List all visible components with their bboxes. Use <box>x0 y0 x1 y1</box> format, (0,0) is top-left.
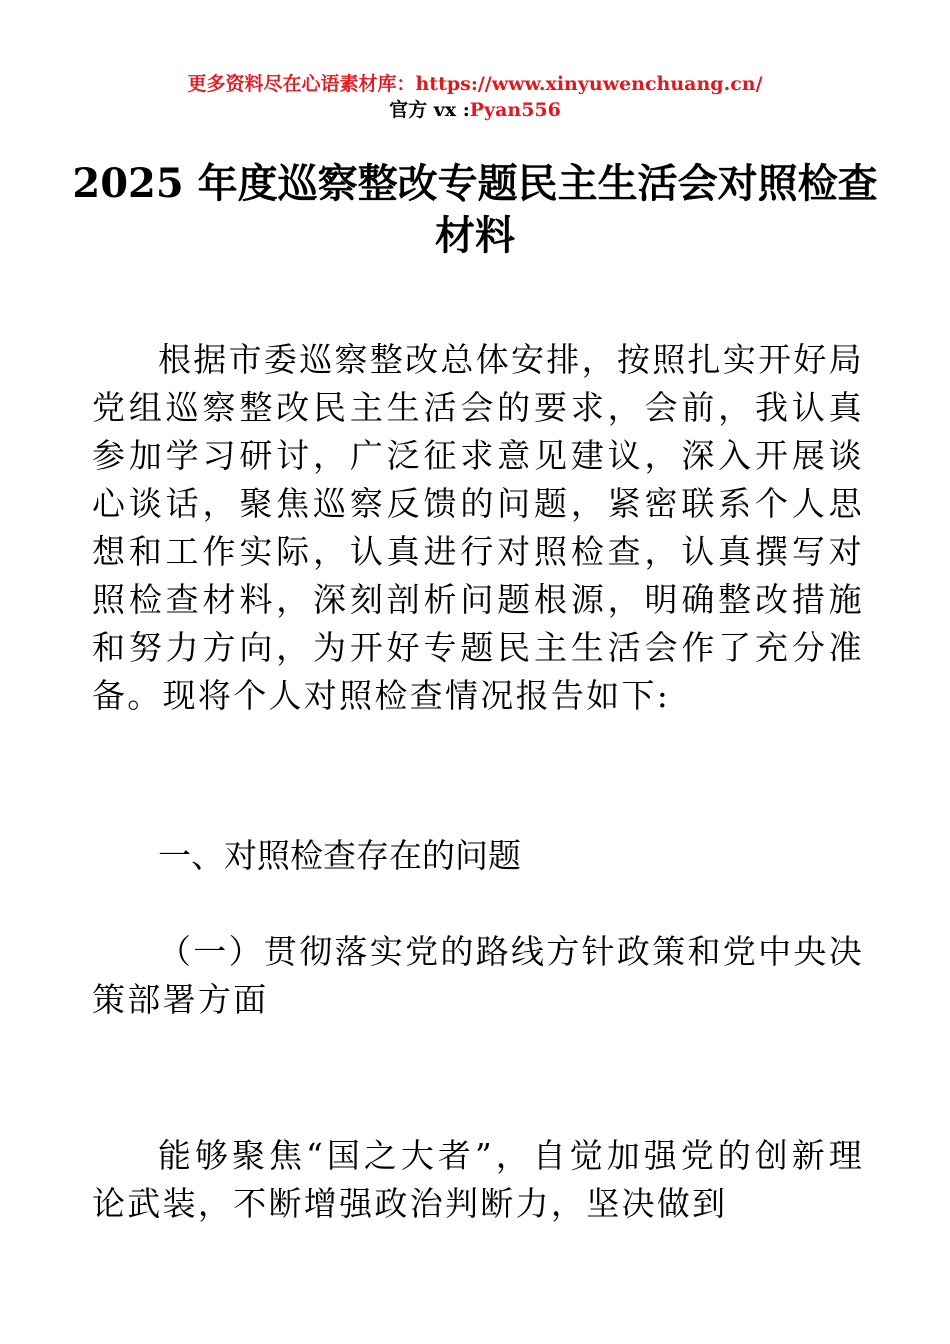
header-promo-link[interactable]: https://www.xinyuwenchuang.cn/ <box>415 73 763 95</box>
header-promo-line <box>0 72 950 96</box>
subsection-heading: （一）贯彻落实党的路线方针政策和党中央决策部署方面 <box>92 932 864 1019</box>
header-contact-line <box>0 98 950 122</box>
document-title: 2025 年度巡察整改专题民主生活会对照检查材料 <box>72 160 878 259</box>
header-promo-label: 更多资料尽在心语素材库： <box>187 73 416 95</box>
section-heading: 一、对照检查存在的问题 <box>158 836 521 875</box>
header-contact-id: Pyan556 <box>469 99 561 121</box>
header-contact-label: 官方 vx : <box>389 99 470 121</box>
body-paragraph: 能够聚焦“国之大者”，自觉加强党的创新理论武装，不断增强政治判断力，坚决做到 <box>92 1136 864 1223</box>
intro-paragraph: 根据市委巡察整改总体安排，按照扎实开好局党组巡察整改民主生活会的要求，会前，我认真参加学习研讨，广泛征求意见建议，深入开展谈心谈话，聚焦巡察反馈的问题，紧密联系个人思想和工作实际，认真进行对照检查，认真撰写对照检查材料，深刻剖析问题根源，明确整改措施和努力方向，为开好专题民主生活会作了充分准备。现将个人对照检查情况报告如下: <box>92 340 864 715</box>
